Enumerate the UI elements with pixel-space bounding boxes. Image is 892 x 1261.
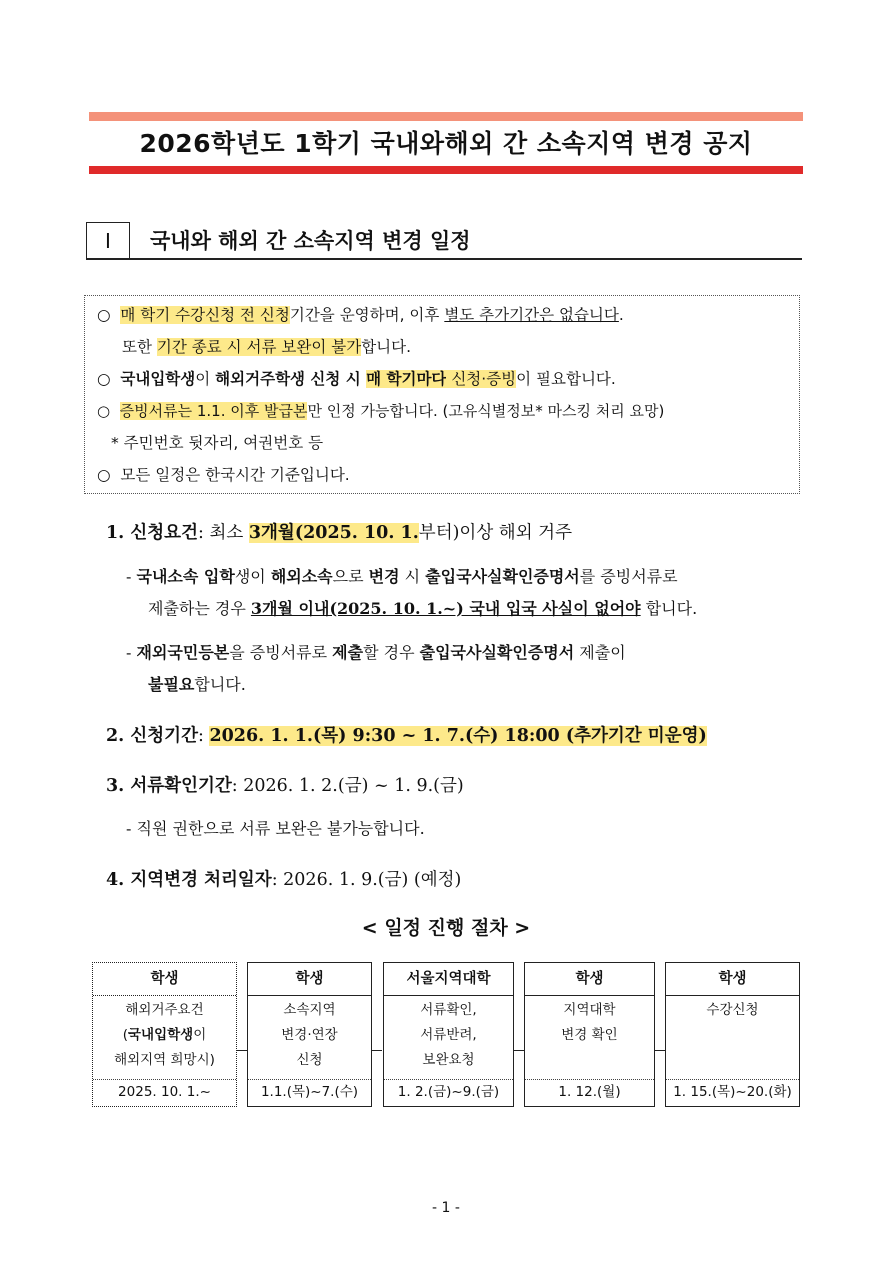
bold-text: 국내입학생 <box>128 1027 194 1043</box>
bullet: ○ <box>97 306 111 324</box>
notice-line-6 <box>97 464 350 486</box>
item-2-period <box>106 723 707 749</box>
text: 직원 권한으로 서류 보완은 불가능합니다. <box>136 819 425 838</box>
title-bottom-bar <box>89 166 803 174</box>
text: 모든 일정은 한국시간 기준입니다. <box>120 466 350 484</box>
step-head: 학생 <box>248 963 371 996</box>
bold-text: 국내소속 입학 <box>136 567 235 586</box>
text: 제출하는 경우 <box>148 599 251 618</box>
step-head: 학생 <box>93 963 236 996</box>
process-step-4 <box>524 962 655 1107</box>
item-1-sub-b-cont <box>148 673 246 697</box>
bold-text: 출입국사실확인증명서 <box>425 567 580 586</box>
title-top-bar <box>89 112 803 121</box>
text: . <box>618 306 624 324</box>
text: 또한 <box>122 338 157 356</box>
step-line <box>93 1023 236 1048</box>
highlight-text: 2026. 1. 1.(목) 9:30 ~ 1. 7.(수) 18:00 (추가기간 미운영) <box>209 726 707 746</box>
item-1-sub-a <box>126 565 678 589</box>
text: 으로 <box>332 567 369 586</box>
underlined-text: 별도 추가기간은 없습니다 <box>444 306 619 324</box>
bold-text: 제출 <box>332 643 364 662</box>
dash: - <box>126 567 132 586</box>
text: : 최소 <box>197 523 249 543</box>
bold-text: 변경 <box>368 567 400 586</box>
item-1-requirements <box>106 520 572 546</box>
item-3-sub <box>126 817 425 841</box>
highlight-text: 증빙서류는 1.1. 이후 발급본 <box>119 402 308 420</box>
item-1-sub-a-cont <box>148 597 697 621</box>
bullet: ○ <box>97 370 111 388</box>
underlined-text: 3개월 이내(2025. 10. 1.~) 국내 입국 사실이 없어야 <box>250 599 641 618</box>
step-date: 1.1.(목)~7.(수) <box>248 1079 371 1106</box>
text: 합니다. <box>640 599 698 618</box>
step-date: 1. 15.(목)~20.(화) <box>666 1079 799 1106</box>
text: 이 필요합니다. <box>516 370 616 388</box>
step-line: 서류확인, <box>420 1002 477 1018</box>
item-1-sub-b <box>126 641 626 665</box>
section-number-box: Ⅰ <box>86 222 130 260</box>
highlight-text: 3개월(2025. 10. 1. <box>248 523 419 543</box>
step-body <box>93 996 236 1084</box>
step-date: 2025. 10. 1.~ <box>93 1079 236 1106</box>
item-3-review-period <box>106 773 464 799</box>
bold-text: 해외거주학생 신청 시 <box>215 370 367 388</box>
item-label: 2. 신청기간 <box>106 726 198 746</box>
step-line: 서류반려, <box>420 1027 477 1043</box>
step-head: 학생 <box>525 963 654 996</box>
step-body <box>384 996 513 1084</box>
step-line: 소속지역 <box>283 1002 336 1018</box>
step-line: 신청 <box>296 1052 323 1068</box>
step-date: 1. 2.(금)~9.(금) <box>384 1079 513 1106</box>
notice-line-4 <box>97 400 664 422</box>
step-date: 1. 12.(월) <box>525 1079 654 1106</box>
page-number: - 1 - <box>432 1200 460 1216</box>
bold-text: 국내입학생 <box>120 370 196 388</box>
text: 시 <box>399 567 426 586</box>
text: 기간을 운영하며, 이후 <box>289 306 445 324</box>
item-label: 1. 신청요건 <box>106 523 198 543</box>
item-label: 3. 서류확인기간 <box>106 776 232 796</box>
bold-text: 재외국민등본 <box>136 643 230 662</box>
bold-text: 출입국사실확인증명서 <box>419 643 575 662</box>
step-body <box>248 996 371 1084</box>
notice-line-3 <box>97 368 616 390</box>
highlight-text: 매 학기마다 <box>366 370 447 388</box>
text: (예정) <box>413 870 462 890</box>
connector <box>514 1050 524 1051</box>
step-head: 학생 <box>666 963 799 996</box>
highlight-text: 매 학기 수강신청 전 신청 <box>120 306 290 324</box>
highlight-text: 기간 종료 시 서류 보완이 불가 <box>156 338 362 356</box>
step-line: 지역대학 <box>563 1002 616 1018</box>
section-underline <box>86 258 802 260</box>
text: 합니다. <box>361 338 412 356</box>
step-line: 해외지역 희망시) <box>114 1052 215 1068</box>
process-title: < 일정 진행 절차 > <box>361 917 531 939</box>
connector <box>372 1050 382 1051</box>
bold-text: 해외소속 <box>270 567 333 586</box>
process-step-1 <box>92 962 237 1107</box>
notice-footnote: * 주민번호 뒷자리, 여권번호 등 <box>111 434 324 452</box>
text: : 2026. 1. 9.(금) <box>271 870 414 890</box>
item-4-processing-date <box>106 867 461 893</box>
step-head: 서울지역대학 <box>384 963 513 996</box>
text: 이 <box>195 370 216 388</box>
dash: - <box>126 643 132 662</box>
notice-line-1 <box>97 304 624 326</box>
text: 부터)이상 해외 거주 <box>418 523 572 543</box>
text: 를 증빙서류로 <box>579 567 678 586</box>
text: 을 증빙서류로 <box>229 643 333 662</box>
step-line: 변경·연장 <box>281 1027 338 1043</box>
connector <box>655 1050 665 1051</box>
text: 할 경우 <box>363 643 420 662</box>
step-line: 수강신청 <box>706 1002 759 1018</box>
step-body <box>525 996 654 1084</box>
step-line: 보완요청 <box>422 1052 475 1068</box>
bullet: ○ <box>97 466 111 484</box>
bold-text: 불필요 <box>148 675 195 694</box>
text: 이 <box>193 1027 207 1043</box>
paren: ( <box>122 1027 128 1043</box>
step-line: 변경 확인 <box>561 1027 618 1043</box>
bullet: ○ <box>97 402 111 420</box>
section-title: 국내와 해외 간 소속지역 변경 일정 <box>150 229 471 253</box>
connector <box>237 1050 247 1051</box>
item-label: 4. 지역변경 처리일자 <box>106 870 272 890</box>
text: 제출이 <box>574 643 626 662</box>
notice-line-2 <box>122 336 411 358</box>
step-line: 해외거주요건 <box>125 1002 204 1018</box>
dash: - <box>126 819 132 838</box>
notice-box <box>84 295 800 494</box>
document-title: 2026학년도 1학기 국내와해외 간 소속지역 변경 공지 <box>139 129 753 158</box>
text: : 2026. 1. 2.(금) ~ 1. 9.(금) <box>231 776 464 796</box>
highlight-text: 신청·증빙 <box>446 370 517 388</box>
process-step-5 <box>665 962 800 1107</box>
text: 생이 <box>234 567 271 586</box>
text: 합니다. <box>194 675 246 694</box>
step-body <box>666 996 799 1084</box>
text: 만 인정 가능합니다. (고유식별정보* 마스킹 처리 요망) <box>307 402 665 420</box>
process-step-2 <box>247 962 372 1107</box>
text: : <box>197 726 210 746</box>
process-step-3 <box>383 962 514 1107</box>
